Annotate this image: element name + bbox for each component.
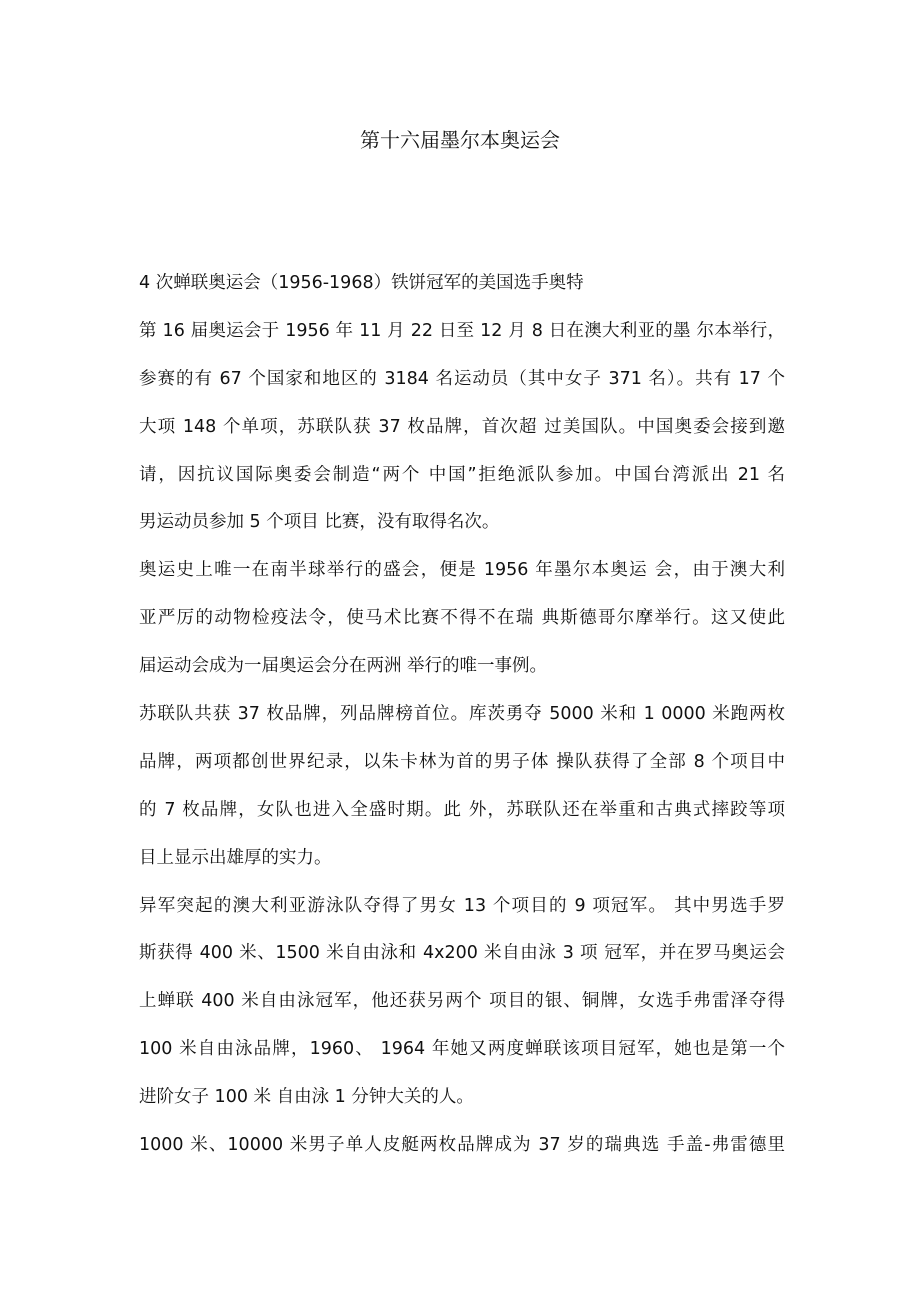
text-line: 异军突起的澳大利亚游泳队夺得了男女 13 个项目的 9 项冠军。 其中男选手罗 [139, 895, 785, 916]
text-line: 品牌，两项都创世界纪录，以朱卡林为首的男子体 操队获得了全部 8 个项目中 [139, 751, 785, 772]
document-title: 第十六届墨尔本奥运会 [360, 128, 560, 152]
text-line: 4 次蝉联奥运会（1956-1968）铁饼冠军的美国选手奥特 [139, 273, 584, 293]
text-line: 苏联队共获 37 枚品牌，列品牌榜首位。库茨勇夺 5000 米和 1 0000 米跑两枚 [139, 704, 785, 725]
text-line: 男运动员参加 5 个项目 比赛，没有取得名次。 [139, 512, 500, 533]
text-line: 第 16 届奥运会于 1956 年 11 月 22 日至 12 月 8 日在澳大利亚的墨 尔本举行， [139, 320, 785, 341]
text-line: 目上显示出雄厚的实力。 [139, 847, 332, 868]
text-line: 请，因抗议国际奥委会制造“两个 中国”拒绝派队参加。中国台湾派出 21 名 [139, 464, 785, 485]
text-line: 1000 米、10000 米男子单人皮艇两枚品牌成为 37 岁的瑞典选 手盖-弗雷德里 [139, 1135, 785, 1156]
text-line: 届运动会成为一届奥运会分在两洲 举行的唯一事例。 [139, 656, 548, 677]
text-line: 100 米自由泳品牌，1960、 1964 年她又两度蝉联该项目冠军，她也是第一个 [139, 1039, 785, 1060]
text-line: 奥运史上唯一在南半球举行的盛会，便是 1956 年墨尔本奥运 会，由于澳大利 [139, 560, 785, 581]
text-line: 参赛的有 67 个国家和地区的 3184 名运动员（其中女子 371 名）。共有 17 个 [139, 368, 785, 389]
text-line: 亚严厉的动物检疫法令，使马术比赛不得不在瑞 典斯德哥尔摩举行。这又使此 [139, 608, 785, 629]
text-line: 进阶女子 100 米 自由泳 1 分钟大关的人。 [139, 1087, 474, 1108]
text-line: 大项 148 个单项，苏联队获 37 枚品牌，首次超 过美国队。中国奥委会接到邀 [139, 416, 785, 437]
text-line: 的 7 枚品牌，女队也进入全盛时期。此 外，苏联队还在举重和古典式摔跤等项 [139, 799, 785, 820]
text-line: 斯获得 400 米、1500 米自由泳和 4x200 米自由泳 3 项 冠军，并在罗马奥运会 [139, 943, 785, 964]
document-body [139, 270, 785, 1180]
text-line: 上蝉联 400 米自由泳冠军，他还获另两个 项目的银、铜牌，女选手弗雷泽夺得 [139, 991, 785, 1012]
